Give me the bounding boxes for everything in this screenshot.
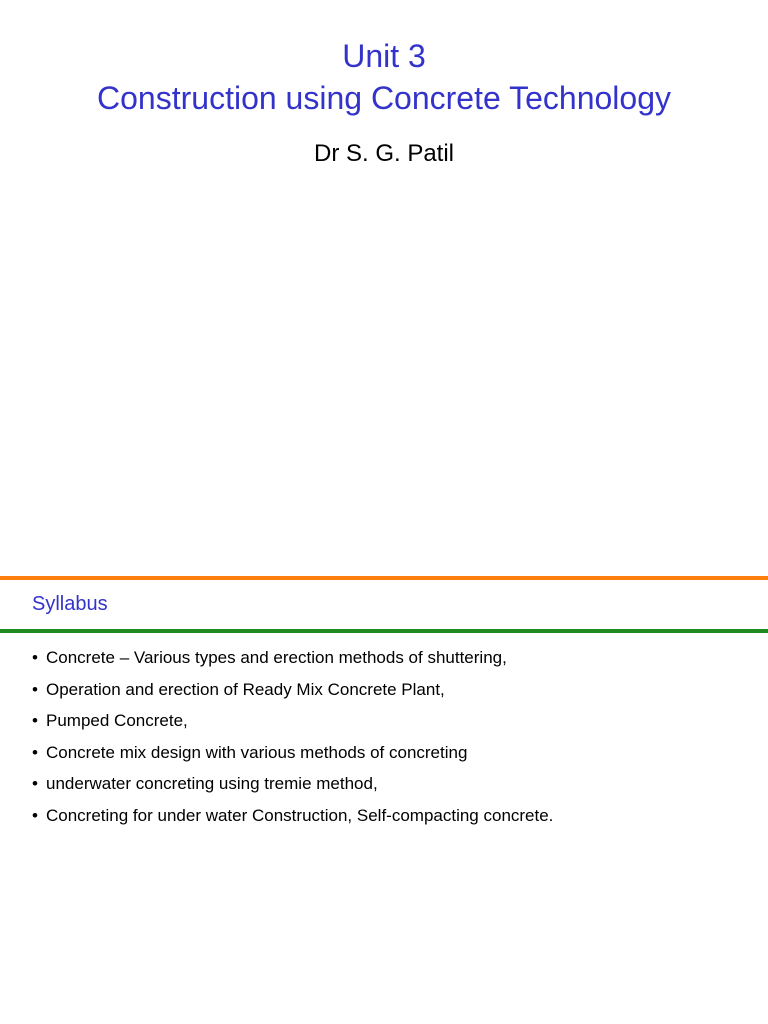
list-item (32, 705, 752, 737)
author-name: Dr S. G. Patil (313, 140, 455, 167)
list-item-text: Concreting for under water Construction, Self-compacting concrete. (46, 805, 554, 825)
list-item-text: Concrete – Various types and erection methods of shuttering, (46, 648, 507, 667)
bullet-icon: • (32, 711, 38, 730)
list-item (32, 737, 752, 769)
bullet-icon: • (32, 805, 38, 825)
unit-title: Unit 3 (342, 38, 426, 74)
list-item (32, 642, 752, 674)
orange-divider (0, 576, 768, 580)
course-title: Construction using Concrete Technology (97, 80, 671, 116)
list-item (32, 800, 752, 832)
bullet-icon: • (32, 679, 38, 699)
green-divider (0, 629, 768, 633)
syllabus-slide (0, 576, 768, 1024)
list-item-text: Concrete mix design with various methods of concreting (46, 742, 468, 762)
list-item (32, 674, 752, 706)
bullet-icon: • (32, 742, 38, 762)
syllabus-heading: Syllabus (32, 593, 108, 615)
list-item-text: Operation and erection of Ready Mix Concrete Plant, (46, 679, 445, 699)
bullet-icon: • (32, 774, 38, 793)
list-item-text: underwater concreting using tremie method, (46, 774, 378, 793)
bullet-icon: • (32, 648, 38, 667)
syllabus-list (32, 642, 752, 831)
list-item (32, 768, 752, 800)
list-item-text: Pumped Concrete, (46, 711, 188, 730)
